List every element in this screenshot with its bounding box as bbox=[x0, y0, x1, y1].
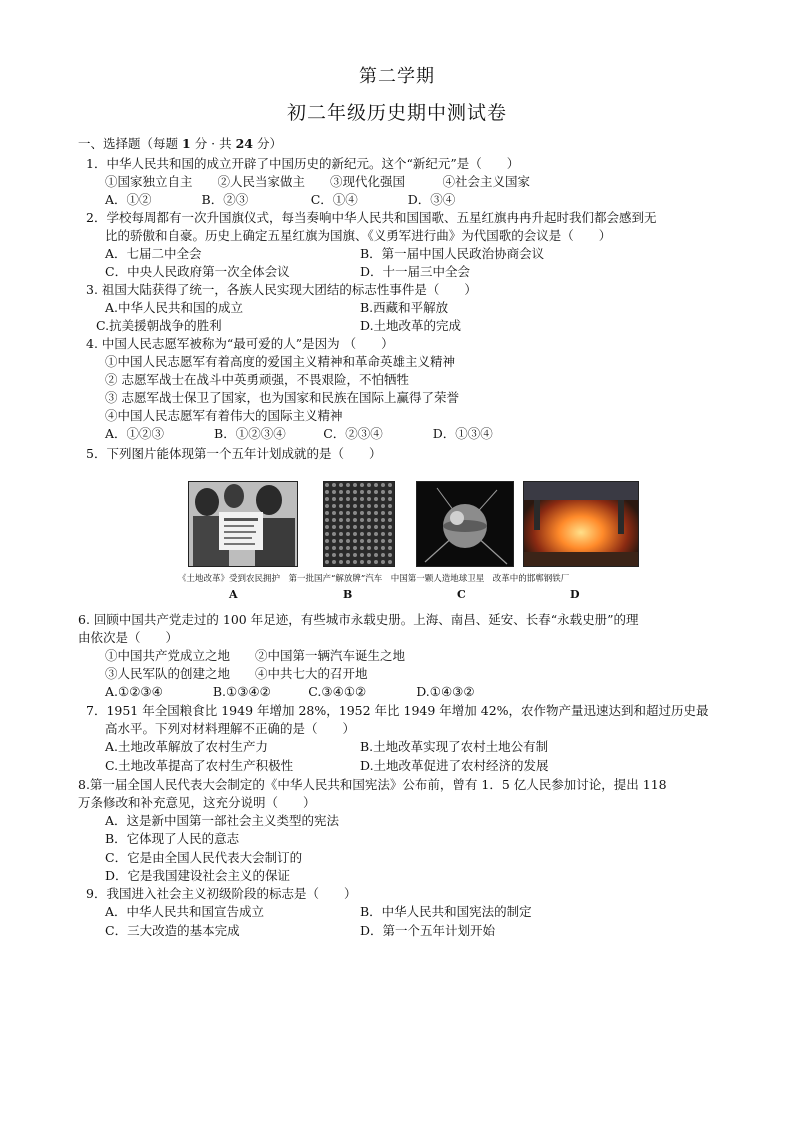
q8-option-c: C．它是由全国人民代表大会制订的 bbox=[105, 850, 303, 865]
q7-stem-line2: 高水平。下列对材料理解不正确的是（ ） bbox=[105, 721, 356, 736]
q3-stem: 3. 祖国大陆获得了统一，各族人民实现大团结的标志性事件是（ ） bbox=[86, 282, 477, 297]
q3-option-b: B.西藏和平解放 bbox=[360, 300, 449, 315]
q6-items-1: ①中国共产党成立之地 ②中国第一辆汽车诞生之地 bbox=[105, 648, 406, 663]
q7-option-b: B.土地改革实现了农村土地公有制 bbox=[360, 739, 549, 754]
q8-option-b: B．它体现了人民的意志 bbox=[105, 831, 240, 846]
q9-option-d: D．第一个五年计划开始 bbox=[360, 923, 496, 938]
q4-item-3: ③ 志愿军战士保卫了国家，也为国家和民族在国际上赢得了荣誉 bbox=[105, 390, 459, 405]
q4-stem: 4. 中国人民志愿军被称为“最可爱的人”是因为 （ ） bbox=[86, 336, 394, 351]
q5-label-a: A bbox=[229, 588, 238, 601]
q2-option-d: D．十一届三中全会 bbox=[360, 264, 471, 279]
q4-item-1: ①中国人民志愿军有着高度的爱国主义精神和革命英雄主义精神 bbox=[105, 354, 456, 369]
q8-stem-line1: 8.第一届全国人民代表大会制定的《中华人民共和国宪法》公布前，曾有 1．5 亿人民参加讨论，提出 118 bbox=[78, 777, 667, 792]
q5-stem: 5．下列图片能体现第一个五年计划成就的是（ ） bbox=[86, 446, 382, 461]
q8-option-d: D．它是我国建设社会主义的保证 bbox=[105, 868, 291, 883]
q6-stem-line1: 6. 回顾中国共产党走过的 100 年足迹，有些城市永载史册。上海、南昌、延安、长春“永载史册”的理 bbox=[78, 612, 639, 627]
q4-item-4: ④中国人民志愿军有着伟大的国际主义精神 bbox=[105, 408, 343, 423]
q2-option-c: C．中央人民政府第一次全体会议 bbox=[105, 264, 290, 279]
q9-option-c: C．三大改造的基本完成 bbox=[105, 923, 240, 938]
q7-option-c: C.土地改革提高了农村生产积极性 bbox=[105, 758, 294, 773]
q1-items: ①国家独立自主 ②人民当家做主 ③现代化强国 ④社会主义国家 bbox=[105, 174, 531, 189]
q5-image-a bbox=[188, 481, 298, 567]
q6-options: A.①②③④ B.①③④② C.③④①② D.①④③② bbox=[105, 684, 475, 699]
q2-option-a: A．七届二中全会 bbox=[105, 246, 202, 261]
q2-stem-line2: 比的骄傲和自豪。历史上确定五星红旗为国旗、《义勇军进行曲》为代国歌的会议是（ ） bbox=[105, 228, 612, 243]
q5-label-c: C bbox=[457, 588, 466, 601]
q4-options: A．①②③ B．①②③④ C．②③④ D．①③④ bbox=[105, 426, 493, 441]
q7-option-d: D.土地改革促进了农村经济的发展 bbox=[360, 758, 549, 773]
q1-stem: 1．中华人民共和国的成立开辟了中国历史的新纪元。这个“新纪元”是（ ） bbox=[86, 156, 520, 171]
q2-stem-line1: 2．学校每周都有一次升国旗仪式，每当奏响中华人民共和国国歌、五星红旗冉冉升起时我们都会感到无 bbox=[86, 210, 657, 225]
q5-image-b bbox=[323, 481, 395, 567]
q3-option-c: C.抗美援朝战争的胜利 bbox=[96, 318, 222, 333]
q2-option-b: B．第一届中国人民政治协商会议 bbox=[360, 246, 545, 261]
q3-option-a: A.中华人民共和国的成立 bbox=[105, 300, 244, 315]
q5-label-b: B bbox=[343, 588, 353, 601]
q5-image-d bbox=[523, 481, 639, 567]
q7-stem-line1: 7．1951 年全国粮食比 1949 年增加 28%，1952 年比 1949 年增加 42%，农作物产量迅速达到和超过历史最 bbox=[86, 703, 709, 718]
q9-option-a: A．中华人民共和国宣告成立 bbox=[105, 904, 265, 919]
q5-image-captions: 《土地改革》受到农民拥护 第一批国产“解放牌”汽车 中国第一颗人造地球卫星 改革中的邯郸钢铁厂 bbox=[178, 574, 570, 584]
q6-items-2: ③人民军队的创建之地 ④中共七大的召开地 bbox=[105, 666, 368, 681]
q3-option-d: D.土地改革的完成 bbox=[360, 318, 462, 333]
q1-options: A．①② B．②③ C．①④ D．③④ bbox=[105, 192, 456, 207]
q4-item-2: ② 志愿军战士在战斗中英勇顽强，不畏艰险，不怕牺牲 bbox=[105, 372, 409, 387]
q9-option-b: B．中华人民共和国宪法的制定 bbox=[360, 904, 532, 919]
q7-option-a: A.土地改革解放了农村生产力 bbox=[105, 739, 269, 754]
q8-stem-line2: 万条修改和补充意见，这充分说明（ ） bbox=[78, 795, 316, 810]
semester-title: 第二学期 bbox=[359, 66, 435, 87]
q5-label-d: D bbox=[570, 588, 580, 601]
q5-image-c bbox=[416, 481, 514, 567]
exam-title: 初二年级历史期中测试卷 bbox=[286, 102, 507, 124]
q8-option-a: A．这是新中国第一部社会主义类型的宪法 bbox=[105, 813, 340, 828]
q6-stem-line2: 由依次是（ ） bbox=[78, 630, 179, 645]
section-heading: 一、选择题（每题 1 分 · 共 24 分） bbox=[78, 136, 282, 151]
q9-stem: 9．我国进入社会主义初级阶段的标志是（ ） bbox=[86, 886, 357, 901]
